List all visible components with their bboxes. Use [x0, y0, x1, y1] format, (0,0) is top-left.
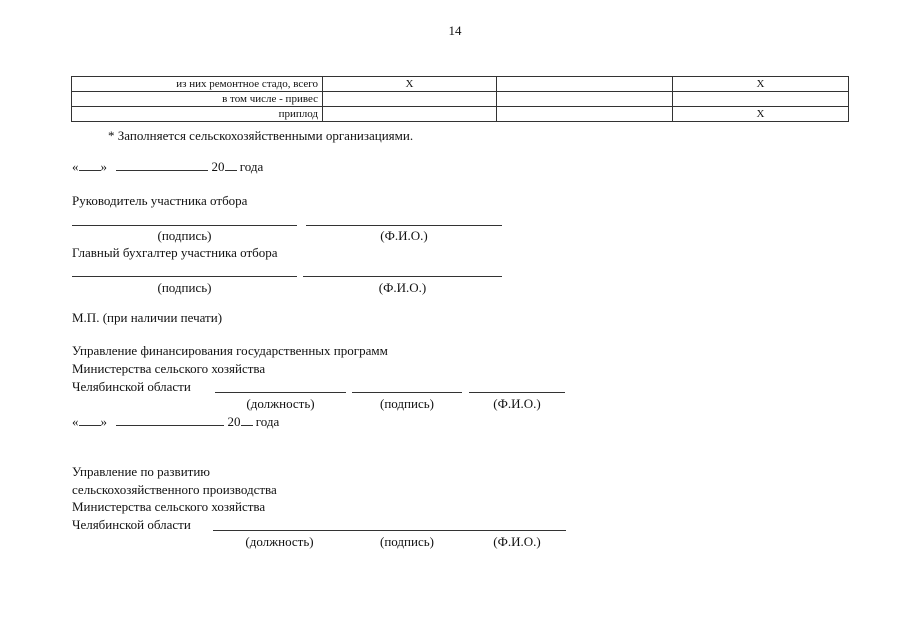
day-blank: [79, 413, 101, 426]
dept1-line2: Министерства сельского хозяйства: [72, 361, 266, 376]
table-cell: X: [673, 77, 849, 92]
table-cell: [497, 107, 673, 122]
livestock-table: [71, 76, 849, 122]
dept1-name-label: (Ф.И.О.): [493, 396, 541, 411]
dept1-position-label: (должность): [246, 396, 315, 411]
table-cell: X: [673, 107, 849, 122]
table-row: [72, 92, 849, 107]
dept2-line2: сельскохозяйственного производства: [72, 482, 277, 497]
page-number: 14: [448, 23, 462, 38]
date-line-1: « » 20 года: [72, 159, 264, 174]
dept1-name-line: [469, 392, 565, 393]
head-sign-label: (подпись): [157, 228, 212, 243]
year-blank: [241, 413, 253, 426]
table-cell: [673, 92, 849, 107]
table-cell: [323, 92, 497, 107]
row-label: из них ремонтное стадо, всего: [72, 77, 323, 92]
table-cell: [497, 92, 673, 107]
day-blank: [79, 158, 101, 171]
head-name-label: (Ф.И.О.): [380, 228, 428, 243]
dept2-line4: Челябинской области: [72, 517, 191, 532]
date-line-2: « » 20 года: [72, 414, 280, 429]
accountant-signature-line: [72, 276, 297, 277]
row-label: приплод: [72, 107, 323, 122]
dept2-line1: Управление по развитию: [72, 464, 211, 479]
dept1-line3: Челябинской области: [72, 379, 191, 394]
dept1-line1: Управление финансирования государственных программ: [72, 343, 388, 358]
accountant-sign-label: (подпись): [157, 280, 212, 295]
month-blank: [116, 158, 208, 171]
accountant-name-line: [303, 276, 502, 277]
row-label: в том числе - привес: [72, 92, 323, 107]
stamp-note: М.П. (при наличии печати): [72, 310, 223, 325]
table-cell: [497, 77, 673, 92]
table-row: [72, 77, 849, 92]
accountant-name-label: (Ф.И.О.): [378, 280, 427, 295]
table-cell: X: [323, 77, 497, 92]
dept2-signature-line: [213, 530, 566, 531]
table-row: [72, 107, 849, 122]
year-blank: [225, 158, 237, 171]
dept1-sign-label: (подпись): [380, 396, 434, 411]
dept2-position-label: (должность): [245, 534, 314, 549]
head-signature-line: [72, 225, 297, 226]
dept1-position-line: [215, 392, 346, 393]
dept2-sign-label: (подпись): [380, 534, 434, 549]
table-cell: [323, 107, 497, 122]
dept2-line3: Министерства сельского хозяйства: [72, 499, 266, 514]
dept1-signature-line: [352, 392, 462, 393]
footnote: * Заполняется сельскохозяйственными организациями.: [108, 128, 414, 143]
accountant-title: Главный бухгалтер участника отбора: [72, 245, 278, 260]
month-blank: [116, 413, 224, 426]
dept2-name-label: (Ф.И.О.): [493, 534, 541, 549]
head-title: Руководитель участника отбора: [72, 193, 248, 208]
head-name-line: [306, 225, 502, 226]
